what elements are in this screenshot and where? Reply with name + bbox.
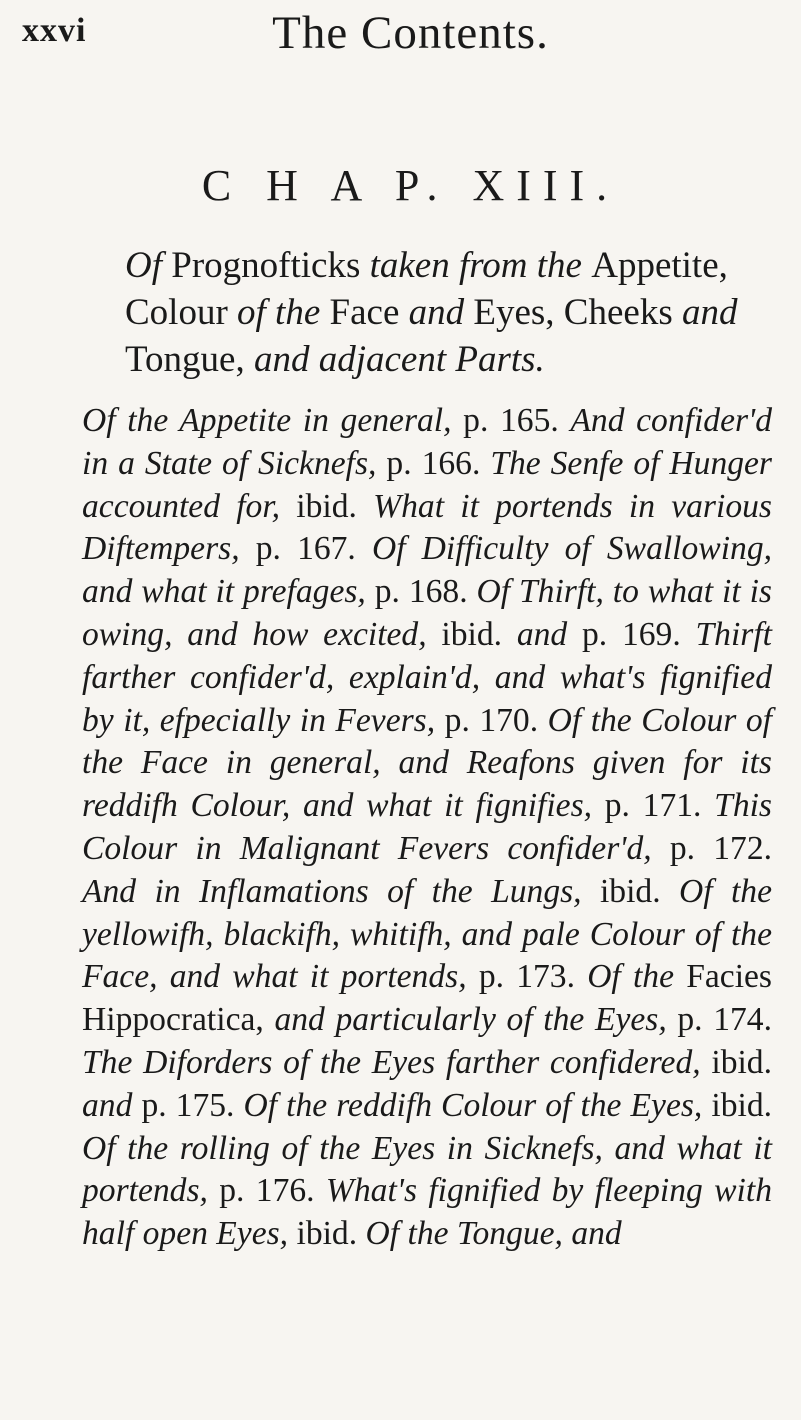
title-segment: and bbox=[408, 292, 474, 333]
title-segment: Of bbox=[125, 245, 172, 286]
page-reference: p. 172. bbox=[669, 829, 772, 867]
entry-text: What it portends in various Diftempers, bbox=[82, 487, 772, 568]
page-reference: p. 170. bbox=[444, 701, 548, 739]
entry-text: Of the bbox=[587, 958, 687, 996]
page-header bbox=[0, 0, 801, 80]
title-segment: Eyes, Cheeks bbox=[473, 292, 682, 333]
entry-text: The Senfe of Hunger accounted for, bbox=[82, 444, 773, 525]
page-reference: ibid. bbox=[711, 1043, 772, 1081]
page-reference: p. 167. bbox=[255, 530, 372, 568]
page-reference: p. 174. bbox=[677, 1001, 772, 1039]
page-reference: p. 168. bbox=[374, 573, 477, 611]
running-head: The Contents. bbox=[272, 7, 549, 59]
title-segment: Appetite, Colour bbox=[125, 245, 728, 333]
contents-paragraph bbox=[82, 400, 772, 1256]
page-reference: ibid. bbox=[296, 487, 374, 525]
page-reference: p. 173. bbox=[478, 958, 588, 996]
entry-text: Thirft farther confider'd, explain'd, and what's fignified by it, efpecially in Fevers, bbox=[82, 615, 773, 739]
page-reference: p. 175. bbox=[141, 1086, 244, 1124]
chapter-heading: C H A P. XIII. bbox=[201, 161, 620, 210]
page-reference: p. 171. bbox=[604, 787, 715, 825]
title-segment: Face bbox=[329, 292, 409, 333]
page-reference: ibid. bbox=[599, 872, 679, 910]
page-reference: ibid. bbox=[711, 1086, 773, 1124]
title-segment: Prognofticks bbox=[171, 245, 370, 286]
entry-text: Of Difficulty of Swallowing, and what it prefages, bbox=[82, 530, 772, 611]
entry-text: This Colour in Malignant Fevers confider'd, bbox=[82, 787, 773, 867]
chapter-title bbox=[125, 242, 780, 383]
page-reference: p. 165. bbox=[463, 402, 571, 439]
page-reference: Facies Hippocratica, bbox=[82, 958, 773, 1039]
entry-text: Of Thirft, to what it is owing, and how excited, bbox=[82, 573, 772, 653]
title-segment: Tongue, bbox=[125, 339, 254, 380]
entry-text: and bbox=[82, 1086, 142, 1124]
page-reference: ibid. bbox=[296, 1215, 366, 1253]
entry-text: Of the Appetite in general, bbox=[82, 402, 464, 439]
title-segment: taken from the bbox=[369, 245, 592, 286]
entry-text: And confider'd in a State of Sicknefs, bbox=[82, 402, 773, 482]
entry-text: Of the reddifh Colour of the Eyes, bbox=[243, 1086, 712, 1124]
page-reference: p. 176. bbox=[219, 1172, 326, 1210]
entry-text: What's fignified by fleeping with half open Eyes, bbox=[82, 1172, 772, 1253]
entry-text: Of the Colour of the Face in general, and Reafons given for its reddifh Colour, and what it fignifies, bbox=[82, 701, 772, 825]
title-segment: and bbox=[681, 292, 738, 333]
entry-text: and particularly of the Eyes, bbox=[274, 1001, 678, 1039]
entry-text: And in Inflamations of the Lungs, bbox=[82, 872, 600, 910]
entry-text: The Diforders of the Eyes farther confidered, bbox=[82, 1043, 712, 1081]
entry-text: Of the Tongue, and bbox=[365, 1215, 622, 1253]
entry-text: Of the yellowifh, blackifh, whitifh, and pale Colour of the Face, and what it portends, bbox=[82, 872, 772, 996]
page-reference: p. 166. bbox=[386, 444, 491, 482]
entry-text: Of the rolling of the Eyes in Sicknefs, and what it portends, bbox=[82, 1129, 772, 1210]
entry-text: and bbox=[516, 615, 582, 653]
page-number: xxvi bbox=[22, 12, 87, 49]
title-segment: and adjacent Parts. bbox=[253, 339, 545, 380]
page-reference: ibid. bbox=[441, 615, 517, 653]
page-reference: p. 169. bbox=[581, 615, 696, 653]
title-segment: of the bbox=[237, 292, 330, 333]
